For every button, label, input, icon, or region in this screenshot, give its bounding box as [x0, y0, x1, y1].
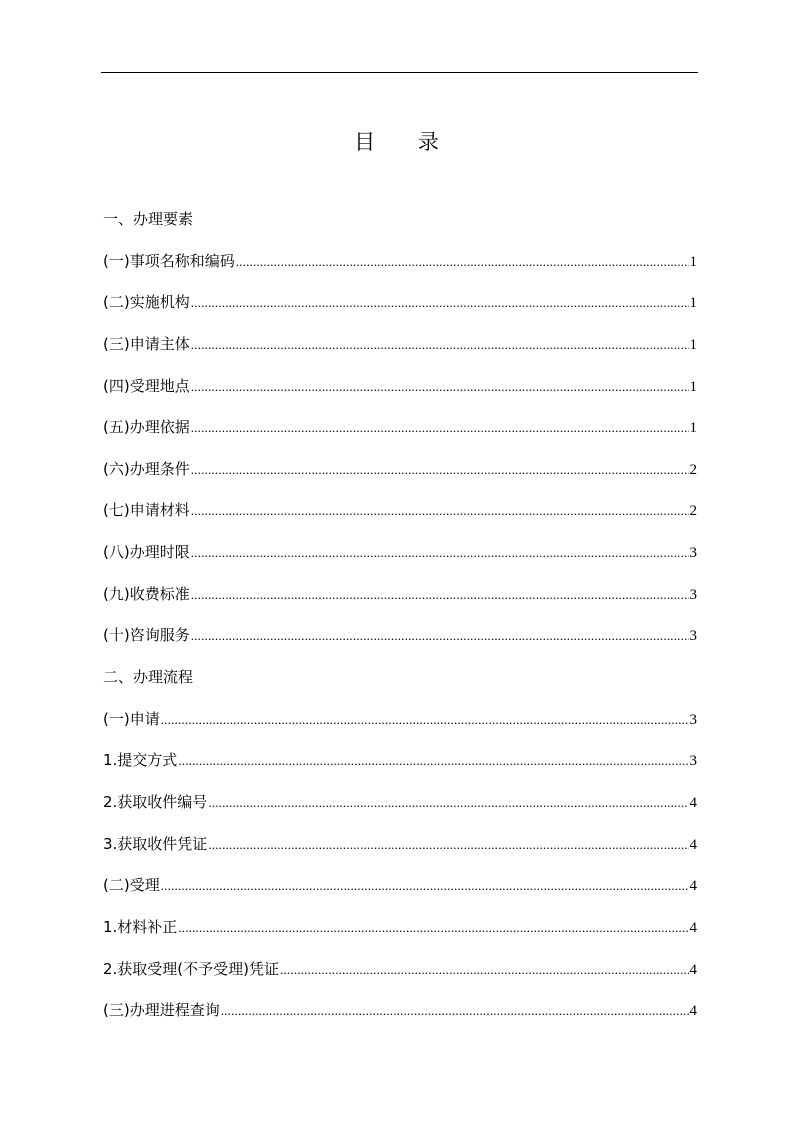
- toc-entry-text: 二、办理流程: [103, 668, 194, 687]
- toc-section-heading[interactable]: [103, 665, 697, 707]
- toc-page-number: 3: [689, 545, 697, 562]
- dot-leader: [280, 958, 688, 982]
- toc-page-number: 3: [689, 628, 697, 645]
- dot-leader: [191, 375, 689, 399]
- toc-section-heading[interactable]: [103, 207, 697, 249]
- toc-page-number: 3: [689, 711, 697, 728]
- toc-entry[interactable]: [103, 415, 697, 457]
- toc-page-number: 1: [689, 420, 697, 437]
- dot-leader: [191, 291, 689, 315]
- toc-entry[interactable]: [103, 915, 697, 957]
- toc-page-number: 2: [689, 503, 697, 520]
- dot-leader: [161, 708, 689, 732]
- dot-leader: [208, 833, 688, 857]
- toc-entry-text: 2.获取收件编号: [103, 792, 208, 811]
- dot-leader: [191, 583, 689, 607]
- toc-entry-text: 1.提交方式: [103, 751, 178, 770]
- toc-entry[interactable]: [103, 290, 697, 332]
- toc-entry-text: (七)申请材料: [103, 501, 190, 520]
- dot-leader: [191, 416, 689, 440]
- toc-entry-text: 3.获取收件凭证: [103, 834, 208, 853]
- toc-page-number: 1: [689, 295, 697, 312]
- toc-page-number: 4: [689, 836, 697, 853]
- dot-leader: [191, 541, 689, 565]
- toc-entry[interactable]: [103, 748, 697, 790]
- toc-entry-text: 1.材料补正: [103, 917, 178, 936]
- toc-entry[interactable]: [103, 457, 697, 499]
- toc-entry[interactable]: [103, 957, 697, 999]
- toc-entry-text: (一)事项名称和编码: [103, 251, 235, 270]
- toc-page-number: 4: [689, 1003, 697, 1020]
- toc-page-number: 4: [689, 961, 697, 978]
- dot-leader: [221, 999, 689, 1023]
- toc-entry[interactable]: [103, 707, 697, 749]
- dot-leader: [236, 250, 689, 274]
- toc-entry-text: 一、办理要素: [103, 210, 194, 228]
- toc-title: 目 录: [354, 130, 457, 154]
- toc-entry[interactable]: [103, 540, 697, 582]
- toc-entry[interactable]: [103, 832, 697, 874]
- toc-entry-text: 2.获取受理(不予受理)凭证: [103, 959, 280, 978]
- toc-page-number: 4: [689, 878, 697, 895]
- dot-leader: [161, 874, 689, 898]
- toc-entry-text: (三)办理进程查询: [103, 1001, 220, 1020]
- dot-leader: [178, 916, 688, 940]
- toc-entry[interactable]: [103, 498, 697, 540]
- toc-page-number: 1: [689, 378, 697, 395]
- toc-entry[interactable]: [103, 998, 697, 1040]
- toc-entry[interactable]: [103, 873, 697, 915]
- toc-entry-text: (二)实施机构: [103, 293, 190, 312]
- toc-entry-text: (二)受理: [103, 876, 160, 895]
- toc-page-number: 2: [689, 461, 697, 478]
- header-rule: [101, 72, 698, 73]
- dot-leader: [191, 458, 689, 482]
- toc-page-number: 3: [689, 753, 697, 770]
- toc-page-number: 1: [689, 253, 697, 270]
- toc-entry-text: (四)受理地点: [103, 376, 190, 395]
- toc-entry[interactable]: [103, 623, 697, 665]
- toc-entry[interactable]: [103, 790, 697, 832]
- toc-entry-text: (十)咨询服务: [103, 626, 190, 645]
- toc-entry-text: (五)办理依据: [103, 418, 190, 437]
- dot-leader: [178, 749, 688, 773]
- toc-entry-text: (三)申请主体: [103, 334, 190, 353]
- toc-entry[interactable]: [103, 374, 697, 416]
- dot-leader: [191, 333, 689, 357]
- toc-entry[interactable]: [103, 332, 697, 374]
- dot-leader: [191, 624, 689, 648]
- toc-entry[interactable]: [103, 582, 697, 624]
- toc-entry-text: (八)办理时限: [103, 543, 190, 562]
- toc-page-number: 4: [689, 919, 697, 936]
- dot-leader: [191, 499, 689, 523]
- dot-leader: [208, 791, 688, 815]
- toc-entry[interactable]: [103, 249, 697, 291]
- toc-entry-text: (六)办理条件: [103, 459, 190, 478]
- toc-entry-text: (九)收费标准: [103, 584, 190, 603]
- toc-page-number: 1: [689, 336, 697, 353]
- toc-page-number: 4: [689, 794, 697, 811]
- toc-page-number: 3: [689, 586, 697, 603]
- table-of-contents: [103, 207, 697, 1040]
- toc-entry-text: (一)申请: [103, 709, 160, 728]
